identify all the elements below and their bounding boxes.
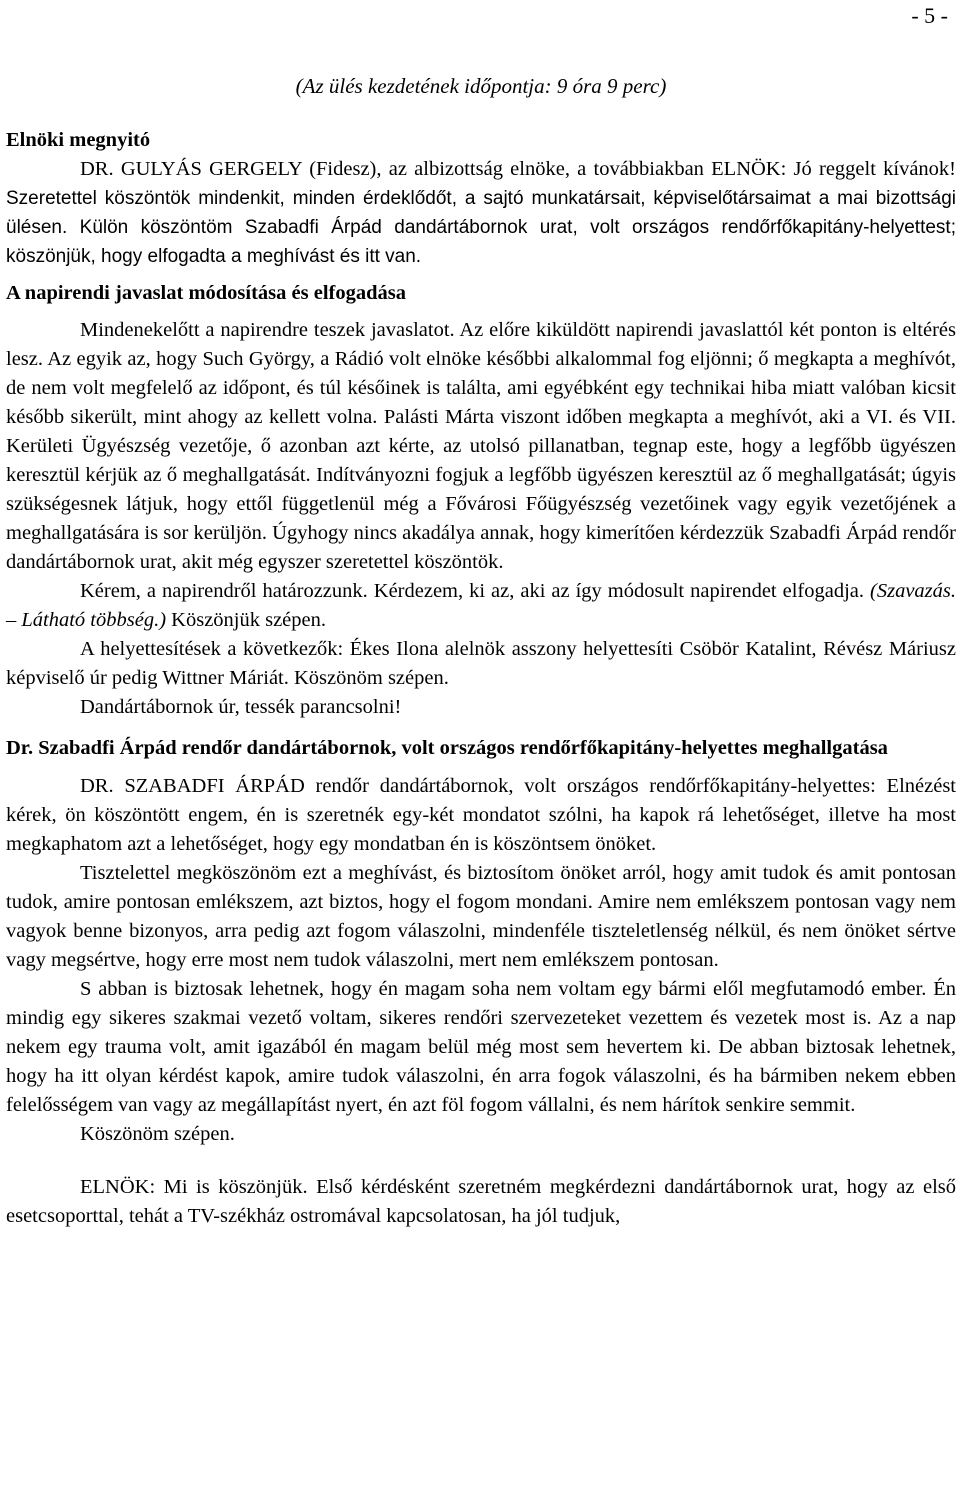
paragraph-opening-speech (6, 155, 956, 271)
paragraph-chair-question: ELNÖK: Mi is köszönjük. Első kérdésként szeretném megkérdezni dandártábornok urat, hogy az első esetcsoporttal, tehát a TV-székház ostromával kapcsolatosan, ha jól tudjuk, (6, 1176, 956, 1227)
section-heading-hearing: Dr. Szabadfi Árpád rendőr dandártábornok, volt országos rendőrfőkapitány-helyettes meghallgatása (6, 737, 888, 759)
greeting-text: DR. GULYÁS GERGELY (Fidesz), az albizottság elnöke, a továbbiakban ELNÖK: Jó reggelt kívánok! (80, 158, 956, 180)
paragraph-agenda-proposal: Mindenekelőtt a napirendre teszek javaslatot. Az előre kiküldött napirendi javaslattól két ponton is eltérés lesz. Az egyik az, hogy Such György, a Rádió volt elnöke későbbi alkalommal fog eljönni; ő megkapta a meghívót, de nem volt megfelelő az időpont, és túl későinek is találta, ami egyébként egy technikai hiba miatt valóban kicsit később sikerült, mint ahogy az kellett volna. Palásti Márta viszont időben megkapta a meghívót, aki a VI. és VII. Kerületi Ügyészség vezetője, ő azonban azt kérte, az utolsó pillanatban, tegnap este, hogy a legfőbb ügyészen keresztül kérjük az ő meghallgatását. Indítványozni fogjuk a legfőbb ügyészen keresztül az ő meghallgatását; úgyis szükségesnek látjuk, hogy ettől függetlenül még a Fővárosi Főügyészség vezetőinek vagy egyik vezetőjének a meghallgatására is sor kerüljön. Úgyhogy nincs akadálya annak, hogy kimerítően kérdezzük Szabadfi Árpád rendőr dandártábornok urat, akit még egyszer szeretettel köszöntök. (6, 319, 956, 573)
spacer (6, 1149, 956, 1173)
section-heading-agenda: A napirendi javaslat módosítása és elfogadása (6, 282, 406, 304)
welcome-text: Szeretettel köszöntök mindenkit, minden érdeklődőt, a sajtó munkatársait, képviselőtársaimat a mai bizottsági ülésen. Külön köszöntöm Szabadfi Árpád dandártábornok urat, volt országos rendőrfőkapitány-helyettest; köszönjük, hogy elfogadta a meghívást és itt van. (6, 188, 956, 267)
paragraph-speaker-intro: DR. SZABADFI ÁRPÁD rendőr dandártábornok, volt országos rendőrfőkapitány-helyettes: Elnézést kérek, ön köszöntött engem, én is szeretnék egy-két mondatot szólni, ha kapok rá lehetőséget, illetve ha most megkaphatom azt a lehetőséget, hogy egy mondatban én is köszöntsem önöket. (6, 775, 956, 855)
paragraph-speaker-assurance: S abban is biztosak lehetnek, hogy én magam soha nem voltam egy bármi elől megfutamodó ember. Én mindig egy sikeres szakmai vezető voltam, sikeres rendőri szervezeteket vezettem és vezetek most is. Az a nap nekem egy trauma volt, amit igazából én magam belül még most sem hevertem ki. De abban biztosak lehetnek, hogy ha itt olyan kérdést kapok, amire tudok válaszolni, én arra fogok válaszolni, és ha bármiben nekem ebben felelősségem van vagy az megállapítást nyert, én azt föl fogom vállalni, és nem hárítok senkire semmit. (6, 978, 956, 1116)
paragraph-invite-speaker: Dandártábornok úr, tessék parancsolni! (80, 696, 402, 718)
vote-request-text: Kérem, a napirendről határozzunk. Kérdezem, ki az, aki az így módosult napirendet elfogadja. (80, 580, 871, 602)
section-heading-opening: Elnöki megnyitó (6, 129, 151, 151)
session-start-time: (Az ülés kezdetének időpontja: 9 óra 9 perc) (295, 74, 667, 98)
paragraph-agenda-vote (6, 577, 956, 635)
vote-thanks-text: Köszönjük szépen. (166, 609, 327, 631)
document-body (6, 126, 956, 1231)
vote-result-text: (Szavazás. – Látható többség.) (6, 580, 956, 631)
page-number: - 5 - (911, 3, 948, 28)
paragraph-substitutions: A helyettesítések a következők: Ékes Ilona alelnök asszony helyettesíti Csöbör Katalint, Révész Máriusz képviselő úr pedig Wittner Máriát. Köszönöm szépen. (6, 638, 956, 689)
paragraph-speaker-closing: Köszönöm szépen. (80, 1123, 235, 1145)
paragraph-speaker-thanks: Tisztelettel megköszönöm ezt a meghívást, és biztosítom önöket arról, hogy amit tudok és amit pontosan tudok, amire pontosan emlékszem, azt biztos, hogy el fogom mondani. Amire nem emlékszem pontosan vagy nem vagyok benne bizonyos, arra pedig azt fogom válaszolni, mindenféle tiszteletlenség nélkül, és nem önöket sértve vagy megsértve, hogy erre most nem tudok válaszolni, mert nem emlékszem pontosan. (6, 862, 956, 971)
